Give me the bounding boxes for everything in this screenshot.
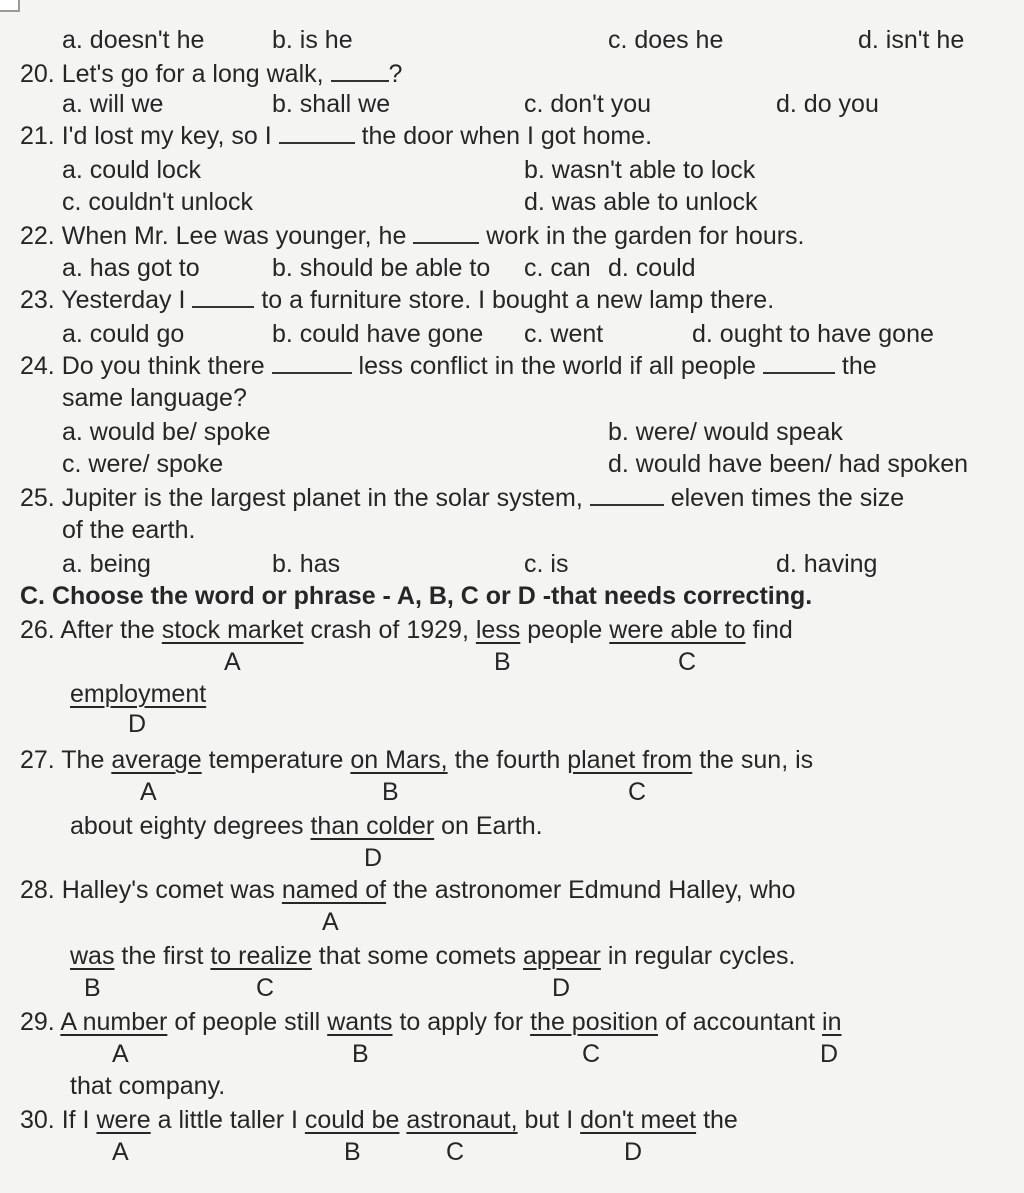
underlined-option-b: wants [327, 1008, 393, 1036]
sentence-continuation [70, 814, 543, 839]
stem-text: When Mr. Lee was younger, he [61, 222, 407, 250]
underlined-option-b: less [475, 616, 521, 644]
option-letter-d: D [624, 1138, 643, 1166]
underlined-option-c: planet from [567, 746, 693, 774]
sentence-text: that some comets [318, 942, 517, 970]
option-letter-b: B [352, 1040, 369, 1068]
question-stem [20, 62, 402, 87]
underlined-option-d: appear [523, 942, 601, 970]
option-d: d. ought to have gone [692, 320, 934, 348]
option-d: d. do you [776, 90, 879, 118]
option-c: c. does he [608, 26, 724, 54]
question-sentence [20, 748, 813, 773]
stem-continuation: same language? [62, 384, 247, 412]
option-letter-c: C [446, 1138, 465, 1166]
answer-blank [192, 305, 254, 308]
sentence-text: temperature [208, 746, 344, 774]
sentence-text: the fourth [454, 746, 561, 774]
answer-blank [331, 79, 389, 82]
question-number: 28. [20, 876, 55, 904]
sentence-text: After the [60, 616, 155, 644]
question-sentence [20, 1010, 841, 1035]
underlined-option-d: than colder [310, 812, 435, 840]
answer-blank [763, 371, 835, 374]
sentence-text: crash of 1929, [310, 616, 469, 644]
question-stem [20, 224, 805, 249]
stem-text: Yesterday I [61, 286, 186, 314]
stem-continuation: of the earth. [62, 516, 196, 544]
underlined-option-d: in [822, 1008, 842, 1036]
question-number: 26. [20, 616, 55, 644]
question-number: 24. [20, 352, 55, 380]
stem-text: Let's go for a long walk, [61, 60, 324, 88]
stem-text: ? [388, 60, 403, 88]
option-d: d. would have been/ had spoken [608, 450, 968, 478]
sentence-text: people [527, 616, 603, 644]
option-b: b. has [272, 550, 341, 578]
option-letter-a: A [112, 1040, 129, 1068]
answer-blank [590, 503, 664, 506]
option-c: c. went [524, 320, 604, 348]
sentence-text: If I [61, 1106, 90, 1134]
sentence-continuation: that company. [70, 1072, 226, 1100]
answer-blank [279, 141, 355, 144]
sentence-text: The [61, 746, 105, 774]
sentence-text: the sun, is [699, 746, 814, 774]
option-a: a. could go [62, 320, 185, 348]
option-letter-c: C [628, 778, 647, 806]
option-letter-a: A [112, 1138, 129, 1166]
underlined-option-a: stock market [161, 616, 304, 644]
option-letter-d: D [128, 710, 147, 738]
option-a: a. has got to [62, 254, 200, 282]
section-c-heading: C. Choose the word or phrase - A, B, C or D -that needs correcting. [20, 582, 813, 610]
option-letter-c: C [582, 1040, 601, 1068]
option-letter-d: D [552, 974, 571, 1002]
question-stem [20, 354, 877, 379]
sentence-text: a little taller I [157, 1106, 298, 1134]
sentence-text: but I [524, 1106, 574, 1134]
option-b: b. were/ would speak [608, 418, 843, 446]
underlined-option-c: astronaut, [406, 1106, 518, 1134]
option-letter-a: A [322, 908, 339, 936]
option-a: a. would be/ spoke [62, 418, 271, 446]
option-a: a. will we [62, 90, 164, 118]
stem-text: to a furniture store. I bought a new lamp there. [261, 286, 775, 314]
option-letter-d: D [364, 844, 383, 872]
sentence-text: the first [121, 942, 204, 970]
underlined-option-a: A number [60, 1008, 168, 1036]
option-letter-b: B [84, 974, 101, 1002]
stem-text: Do you think there [61, 352, 265, 380]
sentence-text: to apply for [399, 1008, 524, 1036]
question-sentence [20, 878, 796, 903]
answer-blank [272, 371, 352, 374]
underlined-option-a: average [111, 746, 202, 774]
option-c: c. were/ spoke [62, 450, 224, 478]
sentence-text: about eighty degrees [70, 812, 304, 840]
answer-blank [413, 241, 479, 244]
underlined-option-a: named of [281, 876, 387, 904]
question-stem [20, 288, 774, 313]
option-b: b. is he [272, 26, 353, 54]
question-number: 20. [20, 60, 55, 88]
underlined-option-c: to realize [210, 942, 312, 970]
stem-text: eleven times the size [670, 484, 905, 512]
option-d: d. having [776, 550, 878, 578]
option-letter-a: A [140, 778, 157, 806]
option-a: a. could lock [62, 156, 201, 184]
question-stem [20, 124, 652, 149]
underlined-option-b: was [70, 942, 115, 970]
option-letter-b: B [344, 1138, 361, 1166]
question-number: 23. [20, 286, 55, 314]
underlined-option-b: on Mars, [350, 746, 448, 774]
option-c: c. couldn't unlock [62, 188, 253, 216]
sentence-continuation [70, 944, 795, 969]
option-letter-a: A [224, 648, 241, 676]
question-number: 25. [20, 484, 55, 512]
option-b: b. could have gone [272, 320, 484, 348]
stem-text: the door when I got home. [361, 122, 653, 150]
option-c: c. don't you [524, 90, 652, 118]
option-letter-d: D [820, 1040, 839, 1068]
stem-text: Jupiter is the largest planet in the solar system, [61, 484, 583, 512]
underlined-option-a: were [96, 1106, 151, 1134]
underlined-option-d: don't meet [580, 1106, 697, 1134]
sentence-text: the [703, 1106, 738, 1134]
sentence-text: of accountant [664, 1008, 816, 1036]
option-d: d. isn't he [858, 26, 965, 54]
page-corner-decoration [0, 0, 20, 12]
option-c: c. can [524, 254, 591, 282]
option-b: b. should be able to [272, 254, 491, 282]
sentence-text: of people still [174, 1008, 321, 1036]
sentence-text: on Earth. [441, 812, 543, 840]
underlined-option-d: employment [70, 680, 207, 708]
stem-text: less conflict in the world if all people [358, 352, 756, 380]
stem-text: I'd lost my key, so I [61, 122, 272, 150]
option-letter-b: B [494, 648, 511, 676]
sentence-text: in regular cycles. [607, 942, 796, 970]
question-number: 27. [20, 746, 55, 774]
sentence-text: Halley's comet was [61, 876, 275, 904]
option-c: c. is [524, 550, 569, 578]
option-letter-c: C [678, 648, 697, 676]
option-d: d. could [608, 254, 696, 282]
option-a: a. doesn't he [62, 26, 205, 54]
stem-text: the [841, 352, 877, 380]
question-number: 21. [20, 122, 55, 150]
stem-text: work in the garden for hours. [486, 222, 805, 250]
underlined-option-c: the position [530, 1008, 658, 1036]
question-sentence [20, 1108, 738, 1133]
option-d: d. was able to unlock [524, 188, 758, 216]
option-letter-c: C [256, 974, 275, 1002]
underlined-option-b: could be [304, 1106, 400, 1134]
sentence-text: the astronomer Edmund Halley, who [393, 876, 796, 904]
question-number: 29. [20, 1008, 55, 1036]
option-letter-b: B [382, 778, 399, 806]
option-b: b. shall we [272, 90, 391, 118]
question-number: 30. [20, 1106, 55, 1134]
option-b: b. wasn't able to lock [524, 156, 756, 184]
question-number: 22. [20, 222, 55, 250]
question-sentence [20, 618, 793, 643]
sentence-text: find [752, 616, 793, 644]
option-a: a. being [62, 550, 151, 578]
question-stem [20, 486, 904, 511]
underlined-option-c: were able to [609, 616, 746, 644]
